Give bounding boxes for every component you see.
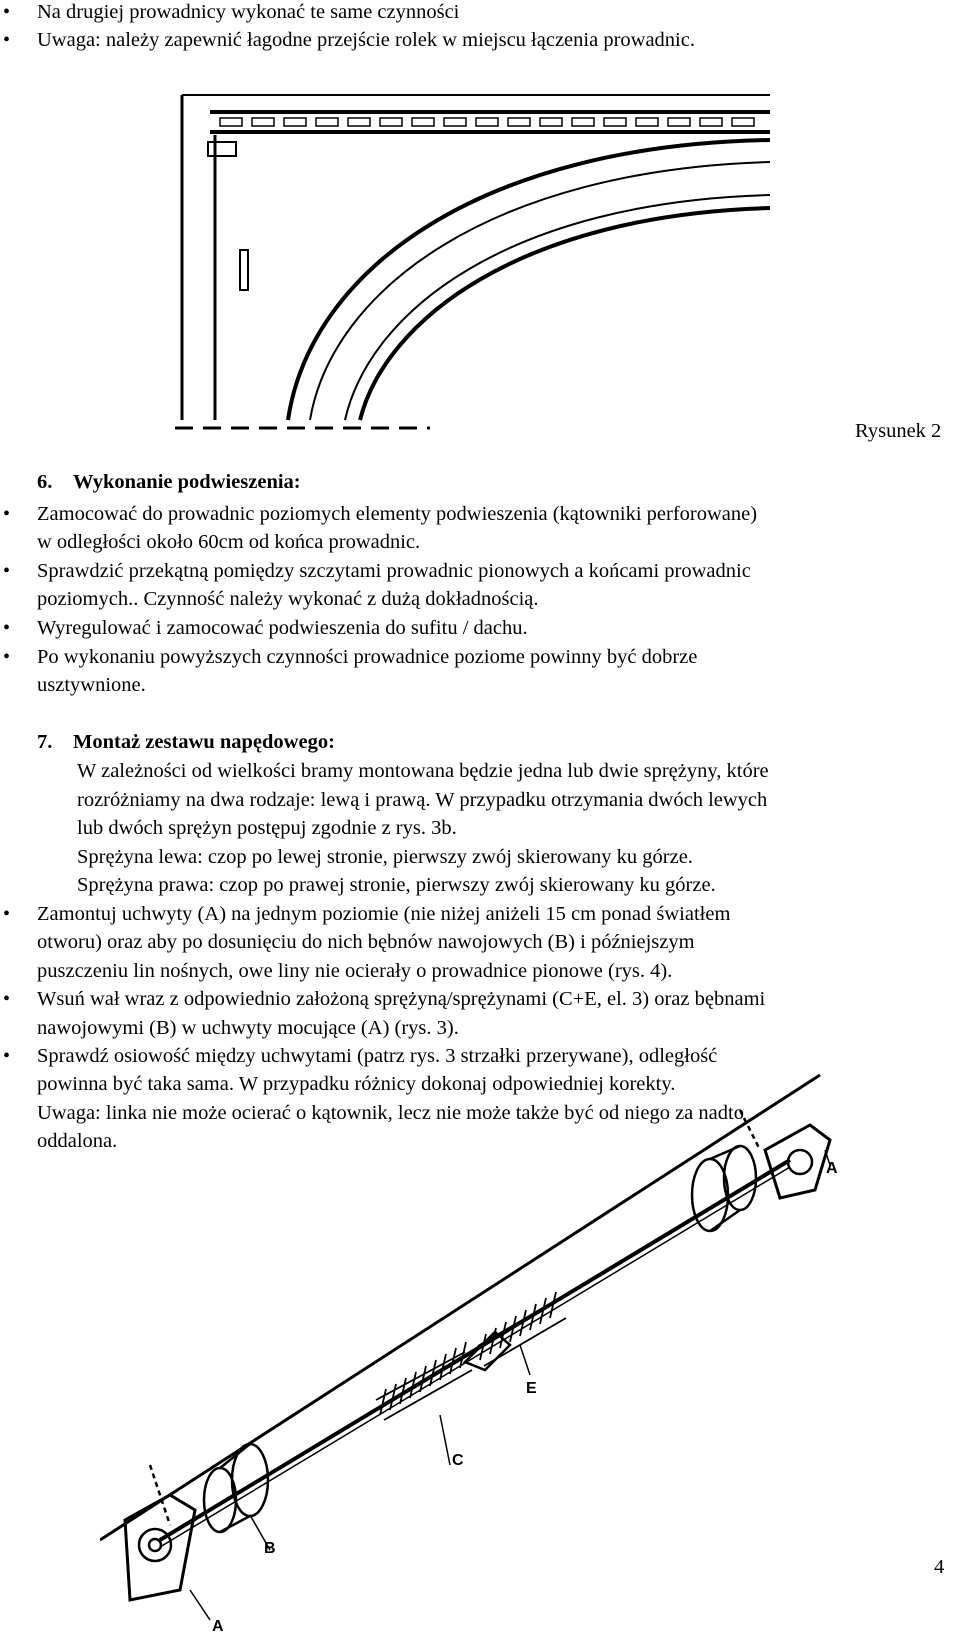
bullet-dot: • xyxy=(3,646,11,668)
figure-3-label-a-top: A xyxy=(826,1160,838,1177)
s6-bullet-3: Wyregulować i zamocować podwieszenia do sufitu / dachu. xyxy=(37,617,528,639)
s7-intro-line-2: rozróżniamy na dwa rodzaje: lewą i prawą. W przypadku otrzymania dwóch lewych xyxy=(77,789,768,811)
s7-bullet-3-line-3: Uwaga: linka nie może ocierać o kątownik, lecz nie może także być od niego za nadto xyxy=(37,1102,744,1124)
figure-2-track-diagram xyxy=(170,90,770,440)
s7-bullet-3-line-1: Sprawdź osiowość między uchwytami (patrz rys. 3 strzałki przerywane), odległość xyxy=(37,1045,718,1067)
section-6-number: 6. xyxy=(37,471,53,493)
bullet-dot: • xyxy=(3,903,11,925)
bullet-dot: • xyxy=(3,617,11,639)
s6-bullet-2-line-2: poziomych.. Czynność należy wykonać z dużą dokładnością. xyxy=(37,588,539,610)
s7-intro-line-5: Sprężyna prawa: czop po prawej stronie, pierwszy zwój skierowany ku górze. xyxy=(77,874,716,896)
s7-intro-line-4: Sprężyna lewa: czop po lewej stronie, pierwszy zwój skierowany ku górze. xyxy=(77,846,693,868)
section-6-title: Wykonanie podwieszenia: xyxy=(73,471,301,493)
top-bullet-2: Uwaga: należy zapewnić łagodne przejście rolek w miejscu łączenia prowadnic. xyxy=(37,29,695,51)
s7-bullet-2-line-1: Wsuń wał wraz z odpowiednio założoną sprężyną/sprężynami (C+E, el. 3) oraz bębnami xyxy=(37,988,766,1010)
top-bullet-1: Na drugiej prowadnicy wykonać te same czynności xyxy=(37,1,460,23)
bullet-dot: • xyxy=(3,1045,11,1067)
figure-3-label-a-bottom: A xyxy=(212,1618,224,1635)
bullet-dot: • xyxy=(3,560,11,582)
s7-bullet-3-line-2: powinna być taka sama. W przypadku różnicy dokonaj odpowiedniej korekty. xyxy=(37,1073,676,1095)
figure-3-shaft-diagram xyxy=(100,1070,860,1640)
figure-3-label-c: C xyxy=(452,1452,464,1469)
s6-bullet-4-line-2: usztywnione. xyxy=(37,674,146,696)
s7-intro-line-3: lub dwóch sprężyn postępuj zgodnie z rys. 3b. xyxy=(77,817,457,839)
bullet-dot: • xyxy=(3,29,11,51)
bullet-dot: • xyxy=(3,503,11,525)
bullet-dot: • xyxy=(3,988,11,1010)
s7-bullet-3-line-4: oddalona. xyxy=(37,1130,118,1152)
s7-bullet-1-line-3: puszczeniu lin nośnych, owe liny nie ocierały o prowadnice pionowe (rys. 4). xyxy=(37,960,673,982)
bullet-dot: • xyxy=(3,1,11,23)
figure-3-label-e: E xyxy=(526,1380,537,1397)
s7-bullet-2-line-2: nawojowymi (B) w uchwyty mocujące (A) (rys. 3). xyxy=(37,1017,459,1039)
s6-bullet-1-line-2: w odległości około 60cm od końca prowadnic. xyxy=(37,531,421,553)
s6-bullet-2-line-1: Sprawdzić przekątną pomiędzy szczytami prowadnic pionowych a końcami prowadnic xyxy=(37,560,751,582)
section-7-title: Montaż zestawu napędowego: xyxy=(73,731,335,753)
s7-bullet-1-line-1: Zamontuj uchwyty (A) na jednym poziomie (nie niżej aniżeli 15 cm ponad światłem xyxy=(37,903,731,925)
s7-bullet-1-line-2: otworu) oraz aby po dosunięciu do nich bębnów nawojowych (B) i późniejszym xyxy=(37,931,695,953)
page-number: 4 xyxy=(934,1556,945,1578)
s6-bullet-1-line-1: Zamocować do prowadnic poziomych elementy podwieszenia (kątowniki perforowane) xyxy=(37,503,758,525)
s6-bullet-4-line-1: Po wykonaniu powyższych czynności prowadnice poziome powinny być dobrze xyxy=(37,646,698,668)
s7-intro-line-1: W zależności od wielkości bramy montowana będzie jedna lub dwie sprężyny, które xyxy=(77,760,769,782)
figure-2-caption: Rysunek 2 xyxy=(855,420,942,442)
section-7-number: 7. xyxy=(37,731,53,753)
figure-3-label-b: B xyxy=(264,1540,276,1557)
